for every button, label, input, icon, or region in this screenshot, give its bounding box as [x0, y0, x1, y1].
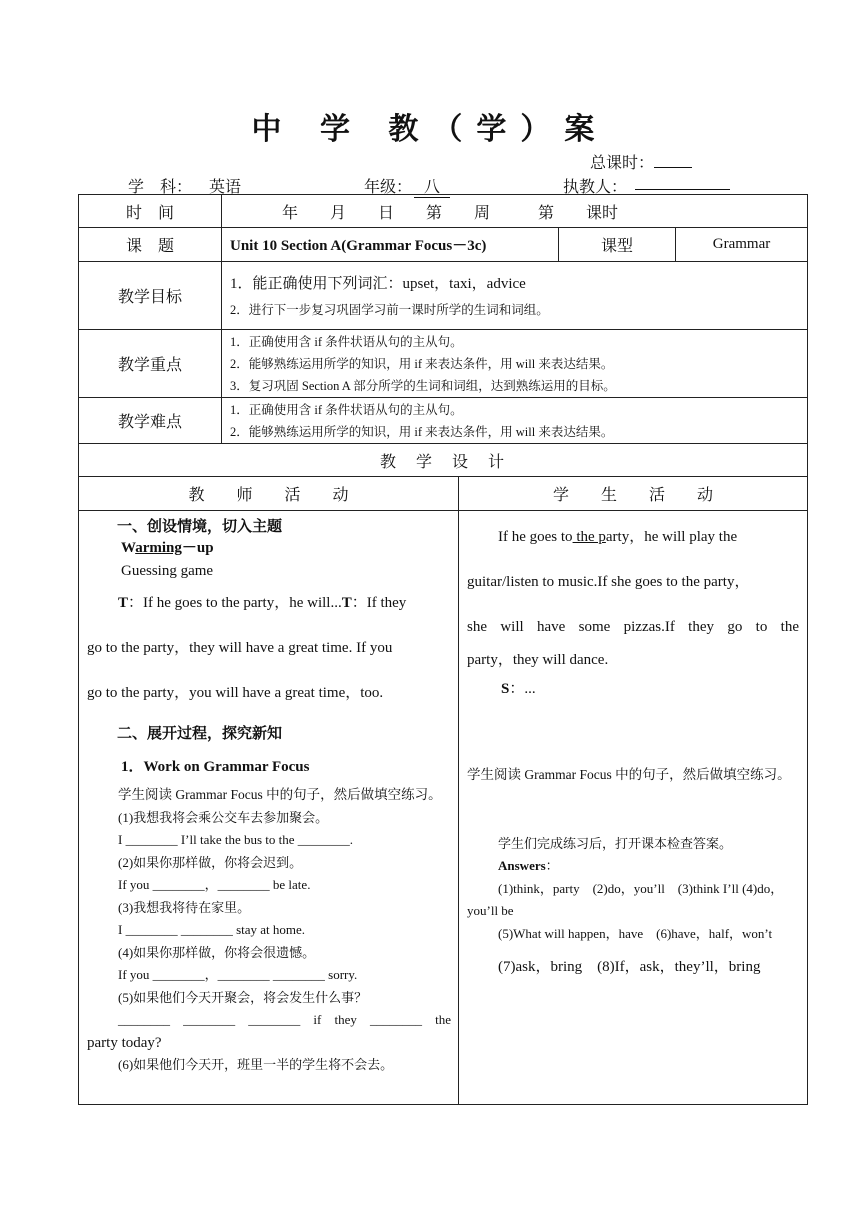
t-text: ：If they: [351, 595, 407, 611]
answers-line: (5)What will happen，have (6)have，half，won’t: [498, 925, 773, 941]
topic-label: 课 题: [79, 228, 222, 262]
student-line-3: she will have some pizzas.If they go to the: [467, 619, 800, 635]
type-label: 课型: [559, 228, 676, 262]
warming-w: W: [121, 540, 136, 556]
time-value: 年 月 日 第 周 第 课时: [222, 195, 808, 228]
key-points-label: 教学重点: [79, 330, 222, 398]
exercise-item: (2)如果你那样做，你将会迟到。: [118, 854, 303, 870]
student-check-instruction: 学生们完成练习后，打开课本检查答案。: [498, 835, 733, 851]
exercise-item: (5)如果他们今天开聚会，将会发生什么事？: [118, 989, 368, 1005]
difficult-points-row: [79, 398, 808, 444]
student-text: If he goes to: [498, 529, 573, 545]
fill-in-instruction: 学生阅读 Grammar Focus 中的句子，然后做填空练习。: [118, 787, 442, 802]
teacher-activity-heading: 教 师 活 动: [79, 477, 459, 511]
goals-cell: [222, 262, 808, 330]
warming-up-title: [87, 537, 451, 560]
student-line-2: guitar/listen to music.If she goes to the party，: [467, 574, 750, 590]
answers-heading: [467, 855, 799, 878]
s-marker: S: [501, 681, 510, 697]
guessing-game: Guessing game: [121, 563, 214, 579]
total-periods-label: 总课时：: [590, 155, 655, 172]
difficult-points-cell: [222, 398, 808, 444]
time-row: [79, 195, 808, 228]
student-activity-cell: [459, 511, 808, 1105]
difficult-points-label: 教学难点: [79, 398, 222, 444]
goals-label: 教学目标: [79, 262, 222, 330]
exercise-item: ________ ________ ________ if they ________ the: [118, 1012, 451, 1027]
goals-row: [79, 262, 808, 330]
goal-item: 2．进行下一步复习巩固学习前一课时所学的生词和词组。: [230, 303, 549, 317]
difficult-point-item: 1．正确使用含 if 条件状语从句的主从句。: [230, 402, 463, 417]
grade-value: 八: [414, 174, 450, 198]
design-row: [79, 444, 808, 477]
key-point-item: 3．复习巩固 Section A 部分所学的生词和词组，达到熟练运用的目标。: [230, 378, 616, 393]
topic-value: Unit 10 Section A(Grammar Focus－3c): [222, 228, 559, 262]
t-marker: T: [341, 595, 352, 611]
answers-line: (1)think，party (2)do，you’ll (3)think I’ll (4)do，you’ll be: [467, 880, 784, 918]
exercise-item: I ________ ________ stay at home.: [118, 922, 306, 937]
header-info: [0, 174, 860, 196]
student-text: arty，he will play the: [605, 529, 738, 545]
teacher-line-3: go to the party，you will have a great time，too.: [87, 685, 384, 701]
exercise-item: If you ________，________ ________ sorry.: [118, 967, 358, 982]
teacher-line-1: [87, 581, 451, 626]
total-periods-blank: [654, 153, 692, 168]
key-points-row: [79, 330, 808, 398]
page-title: 中 学 教（学）案: [251, 112, 609, 147]
topic-row: [79, 228, 808, 262]
grammar-focus-step: 1．Work on Grammar Focus: [121, 759, 310, 775]
lesson-plan-table: [78, 194, 808, 1105]
answers-colon: ：: [545, 858, 559, 873]
total-periods: [590, 150, 692, 173]
activity-content-row: [79, 511, 808, 1105]
type-value: Grammar: [676, 228, 808, 262]
grade-label: 年级：: [364, 179, 413, 196]
key-point-item: 2．能够熟练运用所学的知识，用 if 来表达条件，用 will 来表达结果。: [230, 356, 614, 371]
subject-value: 英语: [209, 179, 242, 196]
time-label: 时 间: [79, 195, 222, 228]
exercise-item: I ________ I’ll take the bus to the ________.: [118, 832, 354, 847]
student-line-4: party，they will dance.: [467, 652, 609, 668]
exercise-item: party today?: [87, 1034, 162, 1051]
key-point-item: 1．正确使用含 if 条件状语从句的主从句。: [230, 334, 463, 349]
student-read-instruction: 学生阅读 Grammar Focus 中的句子，然后做填空练习。: [467, 767, 791, 782]
section-heading-2: 二、展开过程，探究新知: [117, 724, 283, 742]
teacher-label: 执教人：: [563, 179, 628, 196]
goal-item: 1．能正确使用下列词汇：upset，taxi，advice: [230, 276, 526, 292]
activity-header-row: [79, 477, 808, 511]
section-heading-1: 一、创设情境，切入主题: [117, 517, 283, 535]
t-text: ：If he goes to the party，he will...: [128, 595, 342, 611]
exercise-item: If you ________，________ be late.: [118, 877, 311, 892]
exercise-item: (3)我想我将待在家里。: [118, 899, 251, 915]
key-points-cell: [222, 330, 808, 398]
exercise-item: (1)我想我将会乘公交车去参加聚会。: [118, 809, 329, 825]
exercise-item: (6)如果他们今天开，班里一半的学生将不会去。: [118, 1057, 394, 1072]
warming-up-suffix: －up: [181, 540, 214, 556]
student-text-underlined: the p: [572, 529, 606, 545]
exercise-item: (4)如果你那样做，你将会很遗憾。: [118, 944, 316, 960]
teacher-blank: [635, 175, 730, 190]
warming-arming: arming: [135, 540, 182, 556]
answers-label: Answers: [498, 858, 546, 873]
t-marker: T: [118, 595, 129, 611]
subject-label: 学 科：: [128, 179, 193, 196]
s-text: ：...: [509, 681, 536, 697]
difficult-point-item: 2．能够熟练运用所学的知识，用 if 来表达条件，用 will 来表达结果。: [230, 424, 614, 439]
answers-line: (7)ask，bring (8)If，ask，they’ll，bring: [498, 959, 761, 975]
student-reply: [467, 670, 799, 708]
design-heading: 教 学 设 计: [79, 444, 808, 477]
teacher-activity-cell: [79, 511, 459, 1105]
student-activity-heading: 学 生 活 动: [459, 477, 808, 511]
student-line-1: [467, 515, 799, 560]
teacher-line-2: go to the party，they will have a great time. If you: [87, 640, 393, 656]
